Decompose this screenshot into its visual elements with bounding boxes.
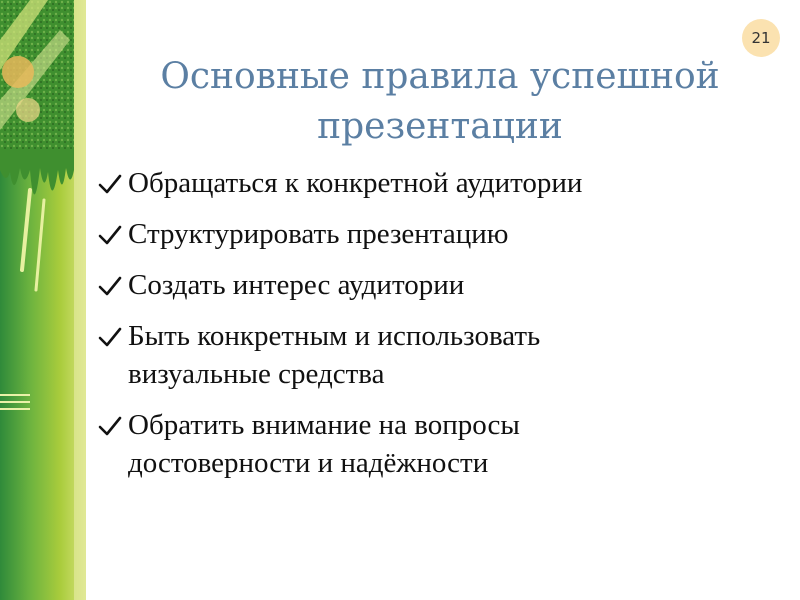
bullet-text: Обращаться к конкретной аудитории (128, 167, 583, 199)
decorative-side-band (0, 0, 86, 600)
bullet-text-continuation: визуальные средства (128, 358, 385, 390)
bullet-text: Структурировать презентацию (128, 218, 509, 250)
check-mark-icon (98, 174, 122, 194)
bullet-text-continuation: достоверности и надёжности (128, 447, 489, 479)
bullet-item (98, 164, 788, 202)
bullet-item (98, 266, 788, 304)
slide-title-line-1: Основные правила успешной (160, 56, 720, 97)
slide-title-line-2: презентации (317, 106, 563, 147)
slide-title (130, 52, 750, 152)
page-number: 21 (751, 29, 771, 47)
check-mark-icon (98, 416, 122, 436)
check-mark-icon (98, 276, 122, 296)
bullet-item (98, 215, 788, 253)
check-mark-icon (98, 225, 122, 245)
bullet-text: Быть конкретным и использовать (128, 320, 541, 352)
bullet-item (98, 406, 788, 482)
bullet-text: Обратить внимание на вопросы (128, 409, 520, 441)
side-band-graphic (0, 0, 86, 600)
check-mark-icon (98, 327, 122, 347)
bullet-list (98, 164, 788, 495)
bullet-item (98, 317, 788, 393)
bullet-text: Создать интерес аудитории (128, 269, 465, 301)
